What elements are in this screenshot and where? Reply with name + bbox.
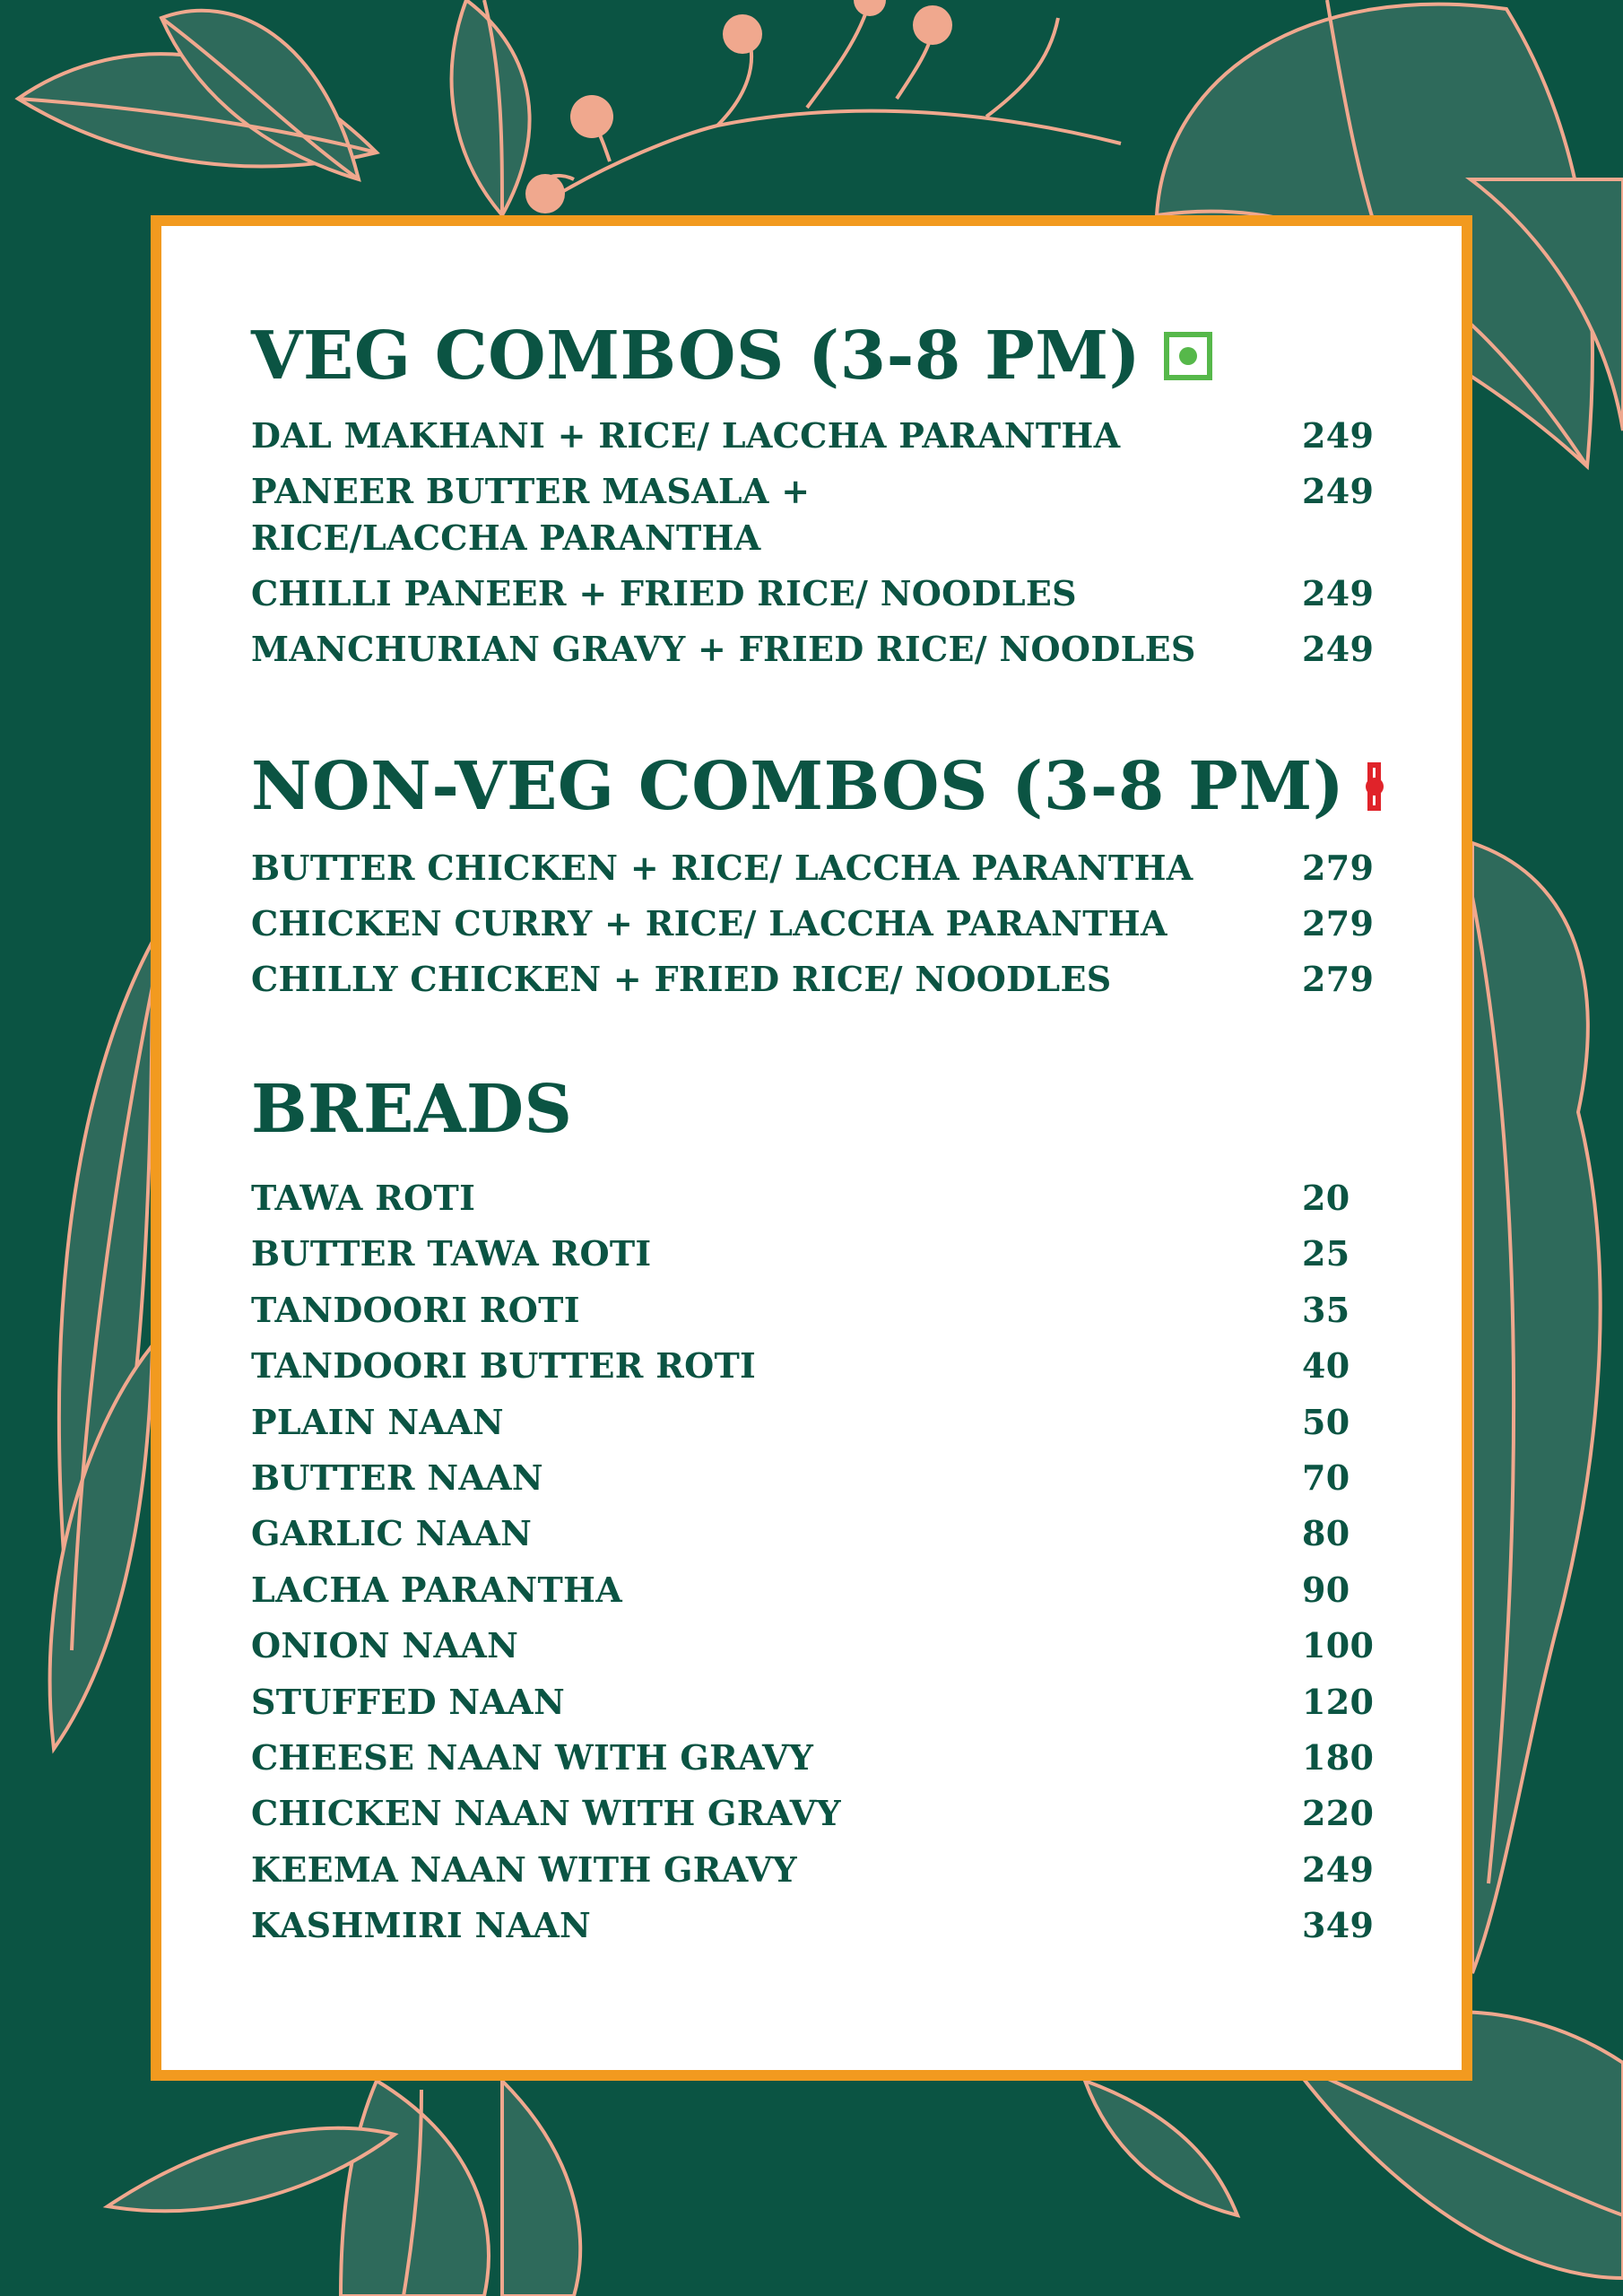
item-name: PLAIN NAAN <box>251 1401 504 1442</box>
menu-item <box>251 1399 1381 1446</box>
menu-item <box>251 845 1381 891</box>
item-name: CHICKEN NAAN WITH GRAVY <box>251 1793 841 1834</box>
menu-item <box>251 1455 1381 1501</box>
item-name: LACHA PARANTHA <box>251 1569 623 1610</box>
item-price: 70 <box>1302 1457 1350 1498</box>
item-name: GARLIC NAAN <box>251 1513 533 1554</box>
menu-item <box>251 1231 1381 1277</box>
section-title: BREADS <box>251 1071 573 1148</box>
menu-item <box>251 1735 1381 1781</box>
menu-item <box>251 956 1381 1003</box>
menu-item <box>251 570 1381 617</box>
veg-combos-section <box>251 316 1381 682</box>
item-name: KEEMA NAAN WITH GRAVY <box>251 1848 797 1890</box>
menu-item <box>251 1567 1381 1613</box>
item-price: 100 <box>1302 1625 1375 1666</box>
item-price: 80 <box>1302 1513 1350 1554</box>
nonveg-mark-icon <box>1367 762 1381 811</box>
item-name: CHILLY CHICKEN + FRIED RICE/ NOODLES <box>251 959 1112 999</box>
item-name: TANDOORI BUTTER ROTI <box>251 1345 757 1387</box>
menu-item <box>251 1790 1381 1837</box>
item-price: 279 <box>1302 959 1375 999</box>
menu-item <box>251 1343 1381 1389</box>
item-price: 40 <box>1302 1345 1350 1387</box>
section-heading <box>251 316 1381 396</box>
item-name: ONION NAAN <box>251 1625 519 1666</box>
item-price: 249 <box>1302 415 1375 456</box>
item-name: KASHMIRI NAAN <box>251 1905 592 1946</box>
item-price: 220 <box>1302 1793 1375 1834</box>
item-price: 249 <box>1302 1848 1375 1890</box>
item-price: 279 <box>1302 848 1375 888</box>
menu-item <box>251 413 1381 459</box>
item-list <box>251 1175 1381 1949</box>
item-name: TANDOORI ROTI <box>251 1289 580 1330</box>
menu-item <box>251 626 1381 673</box>
menu-item <box>251 1847 1381 1893</box>
menu-item <box>251 1287 1381 1334</box>
menu-item <box>251 1902 1381 1949</box>
item-name: CHEESE NAAN WITH GRAVY <box>251 1736 814 1778</box>
item-price: 50 <box>1302 1401 1350 1442</box>
item-name: CHICKEN CURRY + RICE/ LACCHA PARANTHA <box>251 903 1167 944</box>
item-name: BUTTER CHICKEN + RICE/ LACCHA PARANTHA <box>251 848 1193 888</box>
item-price: 279 <box>1302 903 1375 944</box>
item-name: DAL MAKHANI + RICE/ LACCHA PARANTHA <box>251 415 1121 456</box>
menu-item <box>251 468 1381 561</box>
nonveg-combos-section <box>251 746 1381 1012</box>
item-list <box>251 845 1381 1003</box>
item-price: 249 <box>1302 629 1375 669</box>
menu-item <box>251 900 1381 947</box>
leaf-shape <box>502 2081 580 2296</box>
item-price: 349 <box>1302 1905 1375 1946</box>
section-heading <box>251 746 1381 827</box>
item-name: BUTTER TAWA ROTI <box>251 1233 652 1274</box>
section-heading <box>251 1069 1381 1150</box>
item-name: CHILLI PANEER + FRIED RICE/ NOODLES <box>251 573 1077 613</box>
section-title: NON-VEG COMBOS (3-8 PM) <box>251 748 1345 825</box>
leaf-shape <box>341 2081 489 2296</box>
item-price: 25 <box>1302 1233 1350 1274</box>
item-name: PANEER BUTTER MASALA + RICE/LACCHA PARANTHA <box>251 471 811 558</box>
item-price: 120 <box>1302 1681 1375 1722</box>
item-name: STUFFED NAAN <box>251 1681 565 1722</box>
item-price: 20 <box>1302 1178 1350 1218</box>
breads-section <box>251 1069 1381 1958</box>
menu-item <box>251 1679 1381 1726</box>
item-price: 90 <box>1302 1569 1350 1610</box>
menu-item <box>251 1622 1381 1669</box>
leaf-shape <box>1085 2081 1237 2215</box>
menu-card <box>151 215 1472 2081</box>
item-price: 35 <box>1302 1289 1350 1330</box>
item-list <box>251 413 1381 673</box>
item-name: TAWA ROTI <box>251 1178 476 1218</box>
section-title: VEG COMBOS (3-8 PM) <box>251 317 1141 395</box>
item-price: 249 <box>1302 471 1375 511</box>
menu-item <box>251 1175 1381 1222</box>
item-price: 249 <box>1302 573 1375 613</box>
item-name: BUTTER NAAN <box>251 1457 543 1498</box>
item-price: 180 <box>1302 1736 1375 1778</box>
veg-mark-icon <box>1164 332 1212 380</box>
menu-item <box>251 1510 1381 1557</box>
item-name: MANCHURIAN GRAVY + FRIED RICE/ NOODLES <box>251 629 1196 669</box>
